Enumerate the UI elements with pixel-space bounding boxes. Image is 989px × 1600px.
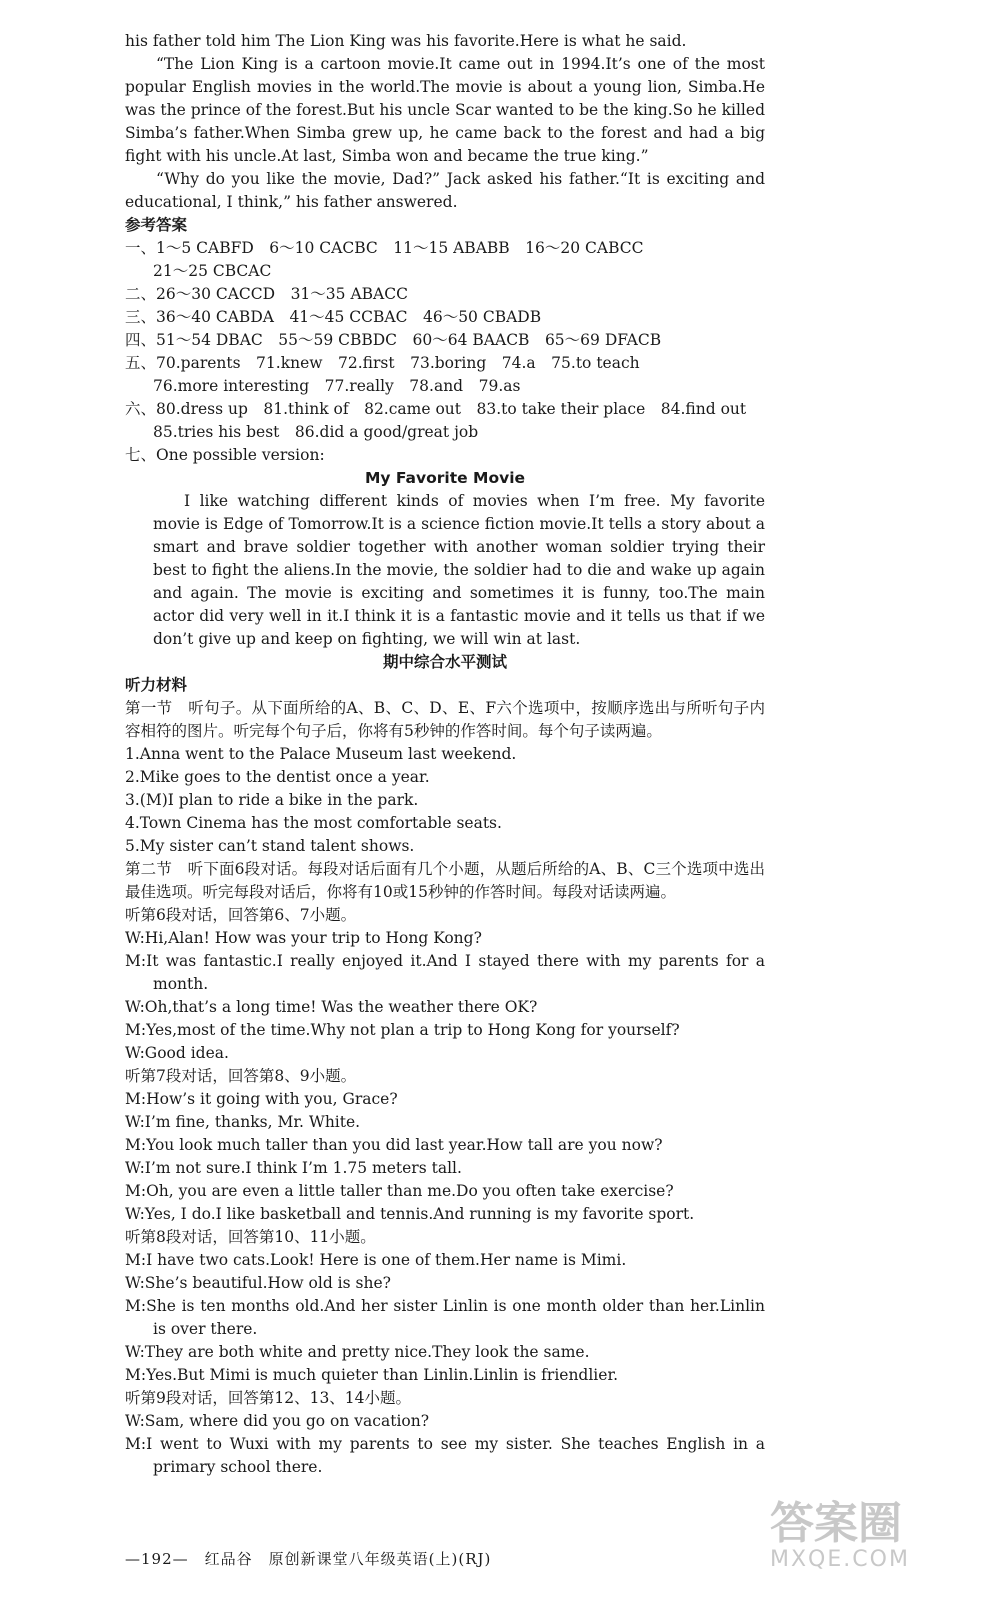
answer-line: 一、1～5 CABFD 6～10 CACBC 11～15 ABABB 16～20 CABCC: [125, 239, 644, 257]
answer-line: 七、One possible version:: [125, 446, 325, 464]
answer-line: 21～25 CBCAC: [153, 262, 272, 280]
listening-title: 听力材料: [125, 676, 188, 694]
dialog-line: W:Oh,that’s a long time! Was the weather there OK?: [125, 998, 538, 1016]
watermark-logo: [770, 1500, 970, 1590]
essay-paragraph: I like watching different kinds of movies when I’m free. My favorite movie is Edge of Tomorrow.It is a science fiction movie.It tells a story about a smart and brave soldier together with another woman soldier trying their best to fight the aliens.In the movie, the soldier had to die and wake up again and again. The movie is exciting and sometimes it is funny, too.The main actor did very well in it.I think it is a fantastic movie and it tells us that if we don’t give up and keep on fighting, we will win at last.: [153, 492, 765, 648]
dialog-line: W:I’m fine, thanks, Mr. White.: [125, 1113, 361, 1131]
dialog-line: M:How’s it going with you, Grace?: [125, 1090, 398, 1108]
dialog-line: M:Oh, you are even a little taller than me.Do you often take exercise?: [125, 1182, 674, 1200]
story-line: his father told him The Lion King was his favorite.Here is what he said.: [125, 32, 687, 50]
dialog-header: 听第9段对话，回答第12、13、14小题。: [125, 1389, 412, 1407]
answers-title: 参考答案: [125, 216, 188, 234]
dialog-line: M:Yes.But Mimi is much quieter than Linlin.Linlin is friendlier.: [125, 1366, 619, 1384]
dialog-line: W:Yes, I do.I like basketball and tennis.And running is my favorite sport.: [125, 1205, 695, 1223]
dialog-line: M:She is ten months old.And her sister Linlin is one month older than her.Linlin is over there.: [125, 1297, 765, 1338]
dialog-line: W:They are both white and pretty nice.They look the same.: [125, 1343, 590, 1361]
dialog-line: W:Good idea.: [125, 1044, 229, 1062]
answer-line: 六、80.dress up 81.think of 82.came out 83.to take their place 84.find out: [125, 400, 747, 418]
midterm-title: 期中综合水平测试: [382, 653, 507, 671]
answer-line: 三、36～40 CABDA 41～45 CCBAC 46～50 CBADB: [125, 308, 542, 326]
sentence: 1.Anna went to the Palace Museum last weekend.: [125, 745, 517, 763]
answer-line: 76.more interesting 77.really 78.and 79.as: [153, 377, 521, 395]
story-paragraph: “The Lion King is a cartoon movie.It came out in 1994.It’s one of the most popular English movies in the world.The movie is about a young lion, Simba.He was the prince of the forest.But his uncle Scar wanted to be the king.So he killed Simba’s father.When Simba grew up, he came back to the forest and had a big fight with his uncle.At last, Simba won and became the true king.”: [125, 55, 765, 165]
dialog-line: W:Hi,Alan! How was your trip to Hong Kong?: [125, 929, 482, 947]
dialog-header: 听第7段对话，回答第8、9小题。: [125, 1067, 357, 1085]
answer-line: 五、70.parents 71.knew 72.first 73.boring 74.a 75.to teach: [125, 354, 640, 372]
dialog-line: M:You look much taller than you did last year.How tall are you now?: [125, 1136, 663, 1154]
answer-line: 四、51～54 DBAC 55～59 CBBDC 60～64 BAACB 65～69 DFACB: [125, 331, 662, 349]
dialogs: [125, 904, 765, 1479]
answer-key: [125, 237, 765, 467]
dialog-line: W:I’m not sure.I think I’m 1.75 meters tall.: [125, 1159, 462, 1177]
section1-instructions: 第一节 听句子。从下面所给的A、B、C、D、E、F六个选项中，按顺序选出与所听句子内容相符的图片。听完每个句子后，你将有5秒钟的作答时间。每个句子读两遍。: [125, 699, 765, 740]
dialog-line: M:It was fantastic.I really enjoyed it.And I stayed there with my parents for a month.: [125, 952, 765, 993]
story-paragraph: “Why do you like the movie, Dad?” Jack asked his father.“It is exciting and educational, I think,” his father answered.: [125, 170, 765, 211]
section2-instructions: 第二节 听下面6段对话。每段对话后面有几个小题，从题后所给的A、B、C三个选项中选出最佳选项。听完每段对话后，你将有10或15秒钟的作答时间。每段对话读两遍。: [125, 860, 765, 901]
sentence: 5.My sister can’t stand talent shows.: [125, 837, 415, 855]
dialog-line: W:She’s beautiful.How old is she?: [125, 1274, 391, 1292]
answer-line: 85.tries his best 86.did a good/great job: [153, 423, 479, 441]
dialog-line: M:Yes,most of the time.Why not plan a trip to Hong Kong for yourself?: [125, 1021, 680, 1039]
watermark-bottom: MXQE.COM: [770, 1547, 910, 1572]
answer-line: 二、26～30 CACCD 31～35 ABACC: [125, 285, 408, 303]
dialog-line: M:I have two cats.Look! Here is one of them.Her name is Mimi.: [125, 1251, 627, 1269]
sentence: 2.Mike goes to the dentist once a year.: [125, 768, 430, 786]
essay-body: [125, 490, 765, 651]
dialog-header: 听第6段对话，回答第6、7小题。: [125, 906, 357, 924]
dialog-line: W:Sam, where did you go on vacation?: [125, 1412, 430, 1430]
watermark-top: 答案圈: [770, 1498, 902, 1549]
page-footer: —192— 红品谷 原创新课堂八年级英语(上)(RJ): [125, 1550, 492, 1568]
sentence: 4.Town Cinema has the most comfortable seats.: [125, 814, 502, 832]
page-content: [125, 30, 765, 1479]
essay-title: My Favorite Movie: [364, 469, 526, 487]
sentence: 3.(M)I plan to ride a bike in the park.: [125, 791, 419, 809]
dialog-header: 听第8段对话，回答第10、11小题。: [125, 1228, 376, 1246]
dialog-line: M:I went to Wuxi with my parents to see my sister. She teaches English in a primary school there.: [125, 1435, 765, 1476]
